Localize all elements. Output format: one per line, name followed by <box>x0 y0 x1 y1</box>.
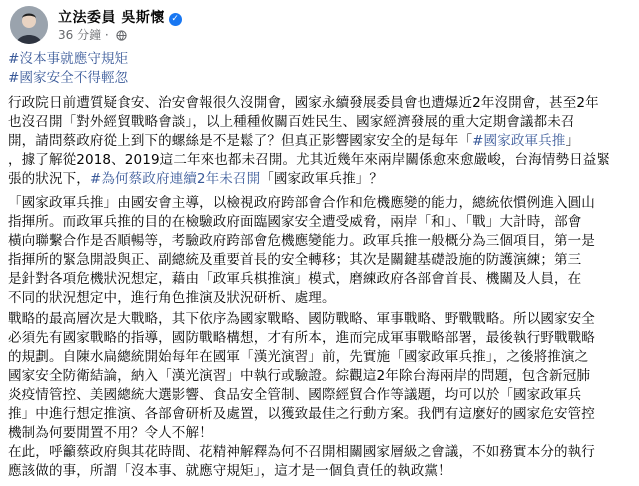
verified-badge-icon: ✓ <box>169 13 182 26</box>
text-segment: 「國家政軍兵推」？ <box>260 171 384 187</box>
text-line: 戰略的最高層次是大戰略，其下依序為國家戰略、國防戰略、軍事戰略、野戰戰略。所以國家安全 <box>8 311 595 327</box>
text-segment: 」 <box>565 133 580 149</box>
text-line: 國家安全防衛結論，納入「漢光演習」中執行或驗證。綜觀這2年除台海兩岸的問題，包含新冠肺 <box>8 368 591 384</box>
hashtag-link[interactable]: #國家政軍兵推 <box>472 133 566 149</box>
paragraph-3 <box>8 310 632 443</box>
text-line: 橫向聯繫合作是否順暢等，考驗政府跨部會危機應變能力。政軍兵推一般概分為三個項目，第一是 <box>8 233 595 249</box>
text-segment: 開，請問蔡政府從上到下的螺絲是不是鬆了？但真正影響國家安全的是每年「 <box>8 133 473 149</box>
text-segment: 張的狀況下， <box>8 171 90 187</box>
text-line: 必須先有國家戰略的指導，國防戰略構想，才有所本，進而完成軍事戰略部署，最後執行野戰戰略 <box>8 330 595 346</box>
text-line: 行政院日前遭質疑食安、治安會報很久沒開會，國家永續發展委員會也遭爆近2年沒開會，甚至2年 <box>8 95 599 111</box>
text-line: 是針對各項危機狀況想定，藉由「政軍兵棋推演」模式，磨練政府各部會首長、機關及人員，在 <box>8 271 582 287</box>
text-line: 機制為何要閒置不用？令人不解！ <box>8 425 213 441</box>
hashtag-link[interactable]: #為何蔡政府連續2年未召開 <box>89 171 261 187</box>
text-line: 推」中進行想定推演、各部會研析及處置，以獲致最佳之行動方案。我們有這麼好的國家危安管控 <box>8 406 595 422</box>
text-line: 指揮所。而政軍兵推的目的在檢驗政府面臨國家安全遭受威脅，兩岸「和」、「戰」大計時，部會 <box>8 214 582 230</box>
text-line: 在此，呼籲蔡政府與其花時間、花精神解釋為何不召開相關國家層級之會議，不如務實本分的執行 <box>8 444 595 460</box>
text-line: 也沒召開「對外經貿戰略會談」，以上種種攸關百姓民生、國家經濟發展的重大定期會議都未召 <box>8 114 575 130</box>
paragraph-2 <box>8 194 632 308</box>
text-line: 不同的狀況想定中，進行角色推演及狀況研析、處理。 <box>8 290 336 306</box>
text-line: 的規劃。自陳水扁總統開始每年在國軍「漢光演習」前，先實施「國家政軍兵推」，之後將推演之 <box>8 349 589 365</box>
text-line <box>8 132 630 151</box>
text-line <box>8 170 630 189</box>
person-icon <box>10 6 48 44</box>
hashtag-link[interactable]: #沒本事就應守規矩 <box>8 51 129 67</box>
post-header <box>10 6 630 42</box>
globe-icon <box>116 30 127 41</box>
text-line: 「國家政軍兵推」由國安會主導，以檢視政府跨部會合作和危機應變的能力，總統依慣例進入圓山 <box>8 195 595 211</box>
text-line: 指揮所的緊急開設與正、副總統及重要首長的安全轉移；其次是關鍵基礎設施的防護演練；第三 <box>8 252 582 268</box>
text-line: 應該做的事，所謂「沒本事、就應守規矩」，這才是一個負責任的執政黨！ <box>8 463 452 479</box>
text-line: ，據了解從2018、2019這二年來也都未召開。尤其近幾年來兩岸關係愈來愈嚴峻，台海情勢日益緊 <box>8 152 611 168</box>
hashtag-list <box>8 50 128 88</box>
avatar[interactable] <box>10 6 48 44</box>
hashtag-link[interactable]: #國家安全不得輕忽 <box>8 70 129 86</box>
paragraph-4 <box>8 443 632 481</box>
text-line: 炎疫情管控、美國總統大選影響、食品安全管制、國際經貿合作等議題，均可以於「國家政軍兵 <box>8 387 582 403</box>
post-timestamp[interactable]: 36 分鐘 · <box>58 28 109 42</box>
author-name[interactable]: 立法委員 吳斯懷 <box>58 10 165 26</box>
paragraph-1 <box>8 94 632 189</box>
